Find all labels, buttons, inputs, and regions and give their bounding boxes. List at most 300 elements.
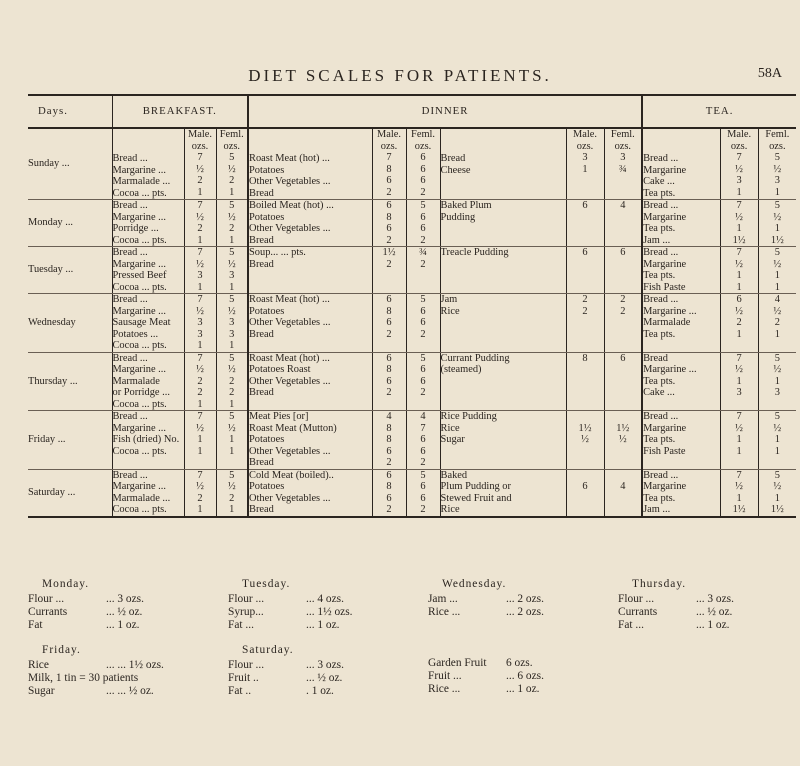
quantity-value: 3 — [582, 152, 588, 163]
quantity-value: 1 — [229, 504, 235, 515]
day-row — [28, 294, 796, 353]
dinner-header: DINNER — [248, 95, 642, 128]
quantity-value: 6 — [420, 317, 426, 328]
quantity-value: ½ — [227, 364, 236, 375]
quantity-line: Rice ... ... 2 ozs. — [428, 606, 544, 618]
quantities-title: Friday. — [42, 644, 81, 656]
meal-item: Potatoes — [249, 211, 285, 223]
feml-column-label: Feml. — [610, 129, 635, 140]
quantity-value: 7 — [736, 152, 742, 163]
quantity-value: 8 — [386, 481, 392, 492]
meal-item: Margarine ... — [112, 422, 166, 434]
quantity-value: 1 — [197, 234, 203, 246]
quantity-value: 1 — [229, 434, 235, 445]
feml-column-label: Feml. — [765, 129, 790, 140]
dinner1-female — [406, 294, 440, 353]
quantity-value: 2 — [197, 492, 203, 504]
meal-item: Cocoa ... pts. — [112, 398, 167, 410]
dinner1-female — [406, 352, 440, 411]
day-name: Sunday ... — [28, 128, 112, 200]
meal-item: Fish Paste — [643, 281, 686, 293]
meal-item: Margarine ... — [643, 305, 697, 317]
meal-item: Potatoes — [249, 305, 285, 317]
quantity-value: 2 — [420, 186, 426, 198]
quantity-value: 6 — [420, 152, 426, 163]
meal-item: Sausage Meat — [112, 317, 171, 328]
day-row — [28, 128, 796, 200]
quantity-value: 5 — [774, 469, 780, 481]
meal-item: Bread ... — [643, 469, 679, 481]
meal-item: Bread ... — [112, 294, 148, 305]
quantity-value: 1 — [736, 186, 742, 198]
unit-label: ozs. — [769, 140, 786, 152]
quantities-title: Saturday. — [242, 644, 294, 656]
meal-item: Cocoa ... pts. — [112, 504, 167, 515]
quantity-value: 7 — [197, 200, 203, 211]
meal-item: Bread ... — [112, 469, 148, 481]
meal-item: Potatoes — [249, 434, 285, 445]
quantity-value: 8 — [386, 211, 392, 223]
meal-item: Plum Pudding or — [440, 481, 511, 492]
feml-column-label: Feml. — [219, 129, 244, 140]
day-row — [28, 411, 796, 470]
quantity-value: ¾ — [419, 247, 427, 258]
meal-item: Margarine — [643, 211, 687, 223]
quantity-value: 1 — [736, 328, 742, 340]
dinner2-male — [566, 128, 604, 200]
quantity-value: 7 — [197, 352, 203, 364]
meal-item: Roast Meat (hot) ... — [249, 352, 330, 364]
quantity-value: 5 — [774, 352, 780, 364]
dinner2-items — [440, 128, 566, 200]
quantity-value: 7 — [197, 247, 203, 258]
quantity-value: 6 — [620, 247, 626, 258]
quantity-value: 8 — [386, 163, 392, 175]
meal-item: Marmalade — [643, 317, 691, 328]
tea-female — [758, 352, 796, 411]
quantity-value: 3 — [229, 270, 235, 281]
meal-item: Cold Meat (boiled).. — [249, 469, 334, 481]
quantity-value: 1 — [229, 234, 235, 246]
quantity-value: 2 — [229, 387, 235, 398]
quantity-value: 6 — [420, 481, 426, 492]
quantity-value: 7 — [736, 411, 742, 422]
quantity-value: 7 — [197, 469, 203, 481]
quantity-value: 2 — [386, 328, 392, 340]
quantity-value: ½ — [618, 434, 627, 445]
quantity-value: 6 — [420, 445, 426, 457]
day-name: Wednesday — [28, 294, 112, 353]
meal-item: Rice — [440, 422, 460, 434]
meal-item: Roast Meat (hot) ... — [249, 294, 330, 305]
meal-item: Margarine — [643, 422, 687, 434]
quantity-value: 1½ — [770, 504, 784, 515]
meal-item: Tea pts. — [643, 434, 676, 445]
quantity-value: 2 — [620, 305, 626, 317]
meal-item: Margarine — [643, 164, 687, 176]
quantity-value: 1 — [229, 398, 235, 410]
meal-item: Potatoes — [249, 481, 285, 492]
quantity-line: Rice ... ... 1½ ozs. — [28, 659, 164, 671]
quantity-value: ½ — [227, 481, 236, 492]
dinner1-male — [372, 294, 406, 353]
quantity-value: 2 — [420, 504, 426, 515]
quantity-value: 1 — [197, 281, 203, 293]
quantity-value: 1 — [774, 375, 780, 387]
quantity-value: 1 — [774, 492, 780, 504]
quantity-value: 2 — [229, 492, 235, 504]
dinner2-female — [604, 411, 642, 470]
quantity-value: ½ — [227, 163, 236, 175]
tea-female — [758, 128, 796, 200]
meal-item: or Porridge ... — [112, 387, 170, 398]
dinner1-items — [248, 200, 372, 247]
meal-item: Bread ... — [643, 247, 679, 258]
quantity-value: 2 — [386, 504, 392, 515]
dinner2-female — [604, 200, 642, 247]
quantity-value: ½ — [196, 258, 204, 270]
unit-label: ozs. — [380, 140, 398, 152]
quantity-value: 1 — [774, 434, 780, 445]
quantity-value: 1½ — [382, 247, 396, 258]
dinner1-male — [372, 200, 406, 247]
quantity-line: Milk, 1 tin = 30 patients — [28, 672, 139, 684]
quantity-value: 5 — [229, 152, 235, 163]
dinner1-female — [406, 247, 440, 294]
breakfast-female — [216, 411, 248, 470]
breakfast-male — [184, 294, 216, 353]
dinner2-male — [566, 469, 604, 517]
quantity-value: 2 — [420, 328, 426, 340]
quantity-value: 1 — [229, 445, 235, 457]
dinner2-items — [440, 352, 566, 411]
quantity-value: 2 — [197, 223, 203, 234]
breakfast-items — [112, 247, 184, 294]
quantity-value: 2 — [197, 375, 203, 387]
meal-item: Tea pts. — [643, 492, 676, 504]
meal-item: Roast Meat (hot) ... — [249, 153, 330, 164]
quantity-value: 6 — [420, 364, 426, 375]
quantity-value: 1 — [774, 328, 780, 340]
meal-item: Other Vegetables ... — [249, 176, 331, 187]
column-header-row — [28, 95, 796, 128]
quantity-value: 5 — [420, 469, 426, 481]
unit-label: ozs. — [576, 140, 594, 152]
tea-female — [758, 411, 796, 470]
meal-item: Stewed Fruit and — [440, 492, 512, 504]
quantity-value: 2 — [229, 223, 235, 234]
quantity-value: 1 — [736, 223, 742, 234]
quantity-value: ½ — [735, 163, 743, 175]
quantity-value: ½ — [227, 422, 236, 434]
tea-female — [758, 294, 796, 353]
quantity-value: 7 — [736, 200, 742, 211]
quantity-value: 6 — [386, 492, 392, 504]
quantity-line: Fat ... 1 oz. — [28, 619, 140, 631]
quantity-value: ½ — [735, 481, 743, 492]
quantity-value: 7 — [736, 247, 742, 258]
quantity-value: ½ — [773, 305, 782, 317]
quantity-value: 7 — [736, 469, 742, 481]
tea-items — [642, 247, 720, 294]
meal-item: Bread — [249, 457, 274, 468]
breakfast-items — [112, 200, 184, 247]
dinner2-female — [604, 352, 642, 411]
quantity-value: 1 — [774, 186, 780, 198]
meal-item: Jam ... — [643, 504, 671, 515]
dinner2-male — [566, 247, 604, 294]
quantity-value: ½ — [196, 211, 204, 223]
meal-item: Soup... ... pts. — [249, 247, 306, 258]
tea-female — [758, 247, 796, 294]
quantity-value: ½ — [227, 305, 236, 317]
meal-item: Bread ... — [112, 153, 148, 164]
dinner1-male — [372, 247, 406, 294]
quantity-line: Flour ... ... 3 ozs. — [28, 593, 144, 605]
quantity-line: Fruit ... ... 6 ozs. — [428, 670, 544, 682]
dinner1-female — [406, 128, 440, 200]
breakfast-header: BREAKFAST. — [112, 95, 248, 128]
quantity-line: Fat ... ... 1 oz. — [618, 619, 730, 631]
dinner2-items — [440, 411, 566, 470]
dinner1-items — [248, 411, 372, 470]
quantity-value: 2 — [420, 234, 426, 246]
breakfast-items — [112, 294, 184, 353]
quantity-value: 8 — [386, 364, 392, 375]
meal-item: Other Vegetables ... — [249, 223, 331, 234]
tea-male — [720, 247, 758, 294]
breakfast-female — [216, 128, 248, 200]
breakfast-male — [184, 411, 216, 470]
male-column-label: Male. — [377, 129, 401, 140]
quantity-value: 8 — [386, 434, 392, 445]
meal-item: Marmalade — [112, 375, 160, 387]
tea-items — [642, 469, 720, 517]
breakfast-items — [112, 411, 184, 470]
quantity-value: 2 — [420, 258, 426, 270]
meal-item: Jam ... — [643, 234, 671, 246]
quantity-value: 1 — [774, 223, 780, 234]
meal-item: Bread ... — [643, 294, 679, 305]
meal-item: Bread ... — [643, 411, 679, 422]
quantity-value: 1 — [197, 340, 203, 351]
quantities-title: Tuesday. — [242, 578, 291, 590]
quantity-value: 1½ — [732, 234, 746, 246]
quantity-value: 1 — [736, 281, 742, 293]
meal-item: Porridge ... — [112, 223, 159, 234]
quantity-value — [567, 411, 604, 423]
quantity-value: 5 — [420, 352, 426, 364]
quantity-value: ½ — [735, 422, 743, 434]
quantity-value: 6 — [420, 223, 426, 234]
quantity-value: 4 — [420, 411, 426, 422]
quantity-value: 6 — [420, 305, 426, 317]
quantity-value: 6 — [420, 434, 426, 445]
meal-item: Potatoes — [249, 164, 285, 176]
day-name: Monday ... — [28, 200, 112, 247]
tea-male — [720, 469, 758, 517]
quantity-line: Sugar ... ... ½ oz. — [28, 685, 154, 697]
quantity-value: 1½ — [616, 422, 630, 434]
quantity-value: 6 — [386, 223, 392, 234]
quantity-value: 3 — [229, 328, 235, 340]
meal-item: Cocoa ... pts. — [112, 340, 167, 351]
meal-item: Marmalade ... — [112, 492, 171, 504]
quantity-value: 6 — [420, 163, 426, 175]
page-number: 58A — [757, 66, 782, 81]
male-column-label: Male. — [573, 129, 597, 140]
dinner1-items — [248, 294, 372, 353]
meal-item: Bread — [643, 352, 668, 364]
meal-item: Rice — [440, 305, 460, 317]
quantities-tuesday — [228, 578, 408, 632]
dinner2-male — [566, 200, 604, 247]
quantity-value: 5 — [229, 247, 235, 258]
quantity-value: 6 — [420, 375, 426, 387]
quantity-value: ½ — [196, 305, 204, 317]
quantity-value: 1 — [774, 281, 780, 293]
meal-item: Cocoa ... pts. — [112, 187, 167, 199]
meal-item: Margarine ... — [112, 258, 166, 270]
meal-item: Fish Paste — [643, 445, 686, 457]
meal-item: Tea pts. — [643, 223, 676, 234]
meal-item: Margarine ... — [643, 364, 697, 375]
meal-item: Roast Meat (Mutton) — [249, 422, 337, 434]
quantity-value: 1 — [736, 492, 742, 504]
meal-item: Potatoes Roast — [249, 364, 311, 375]
dinner2-items — [440, 469, 566, 517]
tea-items — [642, 200, 720, 247]
quantity-value: ½ — [773, 211, 782, 223]
dinner2-female — [604, 128, 642, 200]
quantity-value: 5 — [774, 247, 780, 258]
unit-label: ozs. — [223, 140, 240, 152]
breakfast-female — [216, 294, 248, 353]
quantity-value: 3 — [197, 317, 203, 328]
quantity-value: ½ — [735, 305, 743, 317]
meal-item: Bread — [440, 153, 466, 164]
dinner2-female — [604, 247, 642, 294]
quantities-thursday — [618, 578, 798, 632]
quantity-value — [605, 470, 642, 482]
meal-item: Jam — [440, 294, 458, 305]
meal-item: Pressed Beef — [112, 270, 167, 281]
quantity-value: 1 — [229, 281, 235, 293]
quantities-title: Monday. — [42, 578, 90, 590]
quantity-value: 6 — [386, 352, 392, 364]
quantity-value: ½ — [196, 481, 204, 492]
meal-item: Pudding — [440, 211, 476, 223]
quantity-value: 6 — [386, 317, 392, 328]
quantity-value: 5 — [229, 352, 235, 364]
tea-male — [720, 294, 758, 353]
quantities-monday — [28, 578, 208, 632]
quantity-value: ½ — [735, 364, 743, 375]
meal-item: Baked — [440, 469, 468, 481]
meal-item: Cake ... — [643, 387, 675, 398]
dinner2-items — [440, 247, 566, 294]
quantity-value: 6 — [386, 175, 392, 186]
page-title: DIET SCALES FOR PATIENTS. — [248, 66, 552, 85]
breakfast-items — [112, 469, 184, 517]
breakfast-male — [184, 352, 216, 411]
dinner1-female — [406, 469, 440, 517]
quantity-value: 6 — [582, 247, 588, 258]
quantity-value: 7 — [197, 411, 203, 422]
tea-items — [642, 128, 720, 200]
meal-item: Bread ... — [643, 153, 679, 164]
diet-scale-table — [28, 94, 796, 518]
quantity-value: 6 — [620, 352, 626, 364]
breakfast-female — [216, 352, 248, 411]
quantity-value: ½ — [196, 163, 204, 175]
quantity-line: Flour ... ... 4 ozs. — [228, 593, 344, 605]
meal-item: Margarine ... — [112, 364, 166, 375]
breakfast-female — [216, 469, 248, 517]
quantity-line: Currants ... ½ oz. — [618, 606, 733, 618]
meal-item: Meat Pies [or] — [249, 411, 309, 422]
quantity-value: ½ — [227, 211, 236, 223]
quantity-value: ½ — [735, 258, 743, 270]
quantity-value: 7 — [197, 152, 203, 163]
quantities-friday — [28, 644, 208, 698]
quantity-value: 2 — [197, 387, 203, 398]
dinner1-items — [248, 469, 372, 517]
meal-item: Baked Plum — [440, 200, 492, 211]
breakfast-male — [184, 200, 216, 247]
quantity-value: 6 — [386, 375, 392, 387]
tea-female — [758, 469, 796, 517]
feml-column-label: Feml. — [411, 129, 436, 140]
quantity-value: 6 — [386, 200, 392, 211]
meal-item: Margarine ... — [112, 481, 166, 492]
dinner2-male — [566, 411, 604, 470]
quantity-value: 1 — [197, 504, 203, 515]
tea-male — [720, 352, 758, 411]
tea-header: TEA. — [642, 95, 796, 128]
quantity-value: 3 — [229, 317, 235, 328]
tea-male — [720, 128, 758, 200]
quantity-value: ½ — [773, 422, 782, 434]
quantity-value: 2 — [582, 294, 588, 305]
meal-item: Marmalade ... — [112, 176, 171, 187]
meal-item: Rice — [440, 504, 460, 515]
quantity-value: 1½ — [770, 234, 784, 246]
meal-item: Fish (dried) No. — [112, 434, 180, 445]
meal-item: (steamed) — [440, 364, 482, 375]
unit-label: ozs. — [414, 140, 432, 152]
breakfast-male — [184, 247, 216, 294]
day-name: Friday ... — [28, 411, 112, 470]
day-name: Tuesday ... — [28, 247, 112, 294]
quantity-line: Currants ... ½ oz. — [28, 606, 143, 618]
tea-items — [642, 294, 720, 353]
quantity-value: 2 — [386, 258, 392, 270]
dinner2-female — [604, 469, 642, 517]
quantity-value: ¾ — [618, 163, 627, 175]
quantities-saturday — [228, 644, 408, 698]
quantity-value: 6 — [420, 175, 426, 186]
dinner1-male — [372, 469, 406, 517]
dinner1-female — [406, 200, 440, 247]
dinner1-items — [248, 128, 372, 200]
quantity-value: 2 — [197, 175, 203, 186]
meal-item: Cocoa ... pts. — [112, 234, 167, 246]
quantity-value: 8 — [386, 305, 392, 317]
meal-item: Rice Pudding — [440, 411, 497, 422]
quantity-value: 6 — [420, 211, 426, 223]
quantity-value: 3 — [774, 175, 780, 186]
